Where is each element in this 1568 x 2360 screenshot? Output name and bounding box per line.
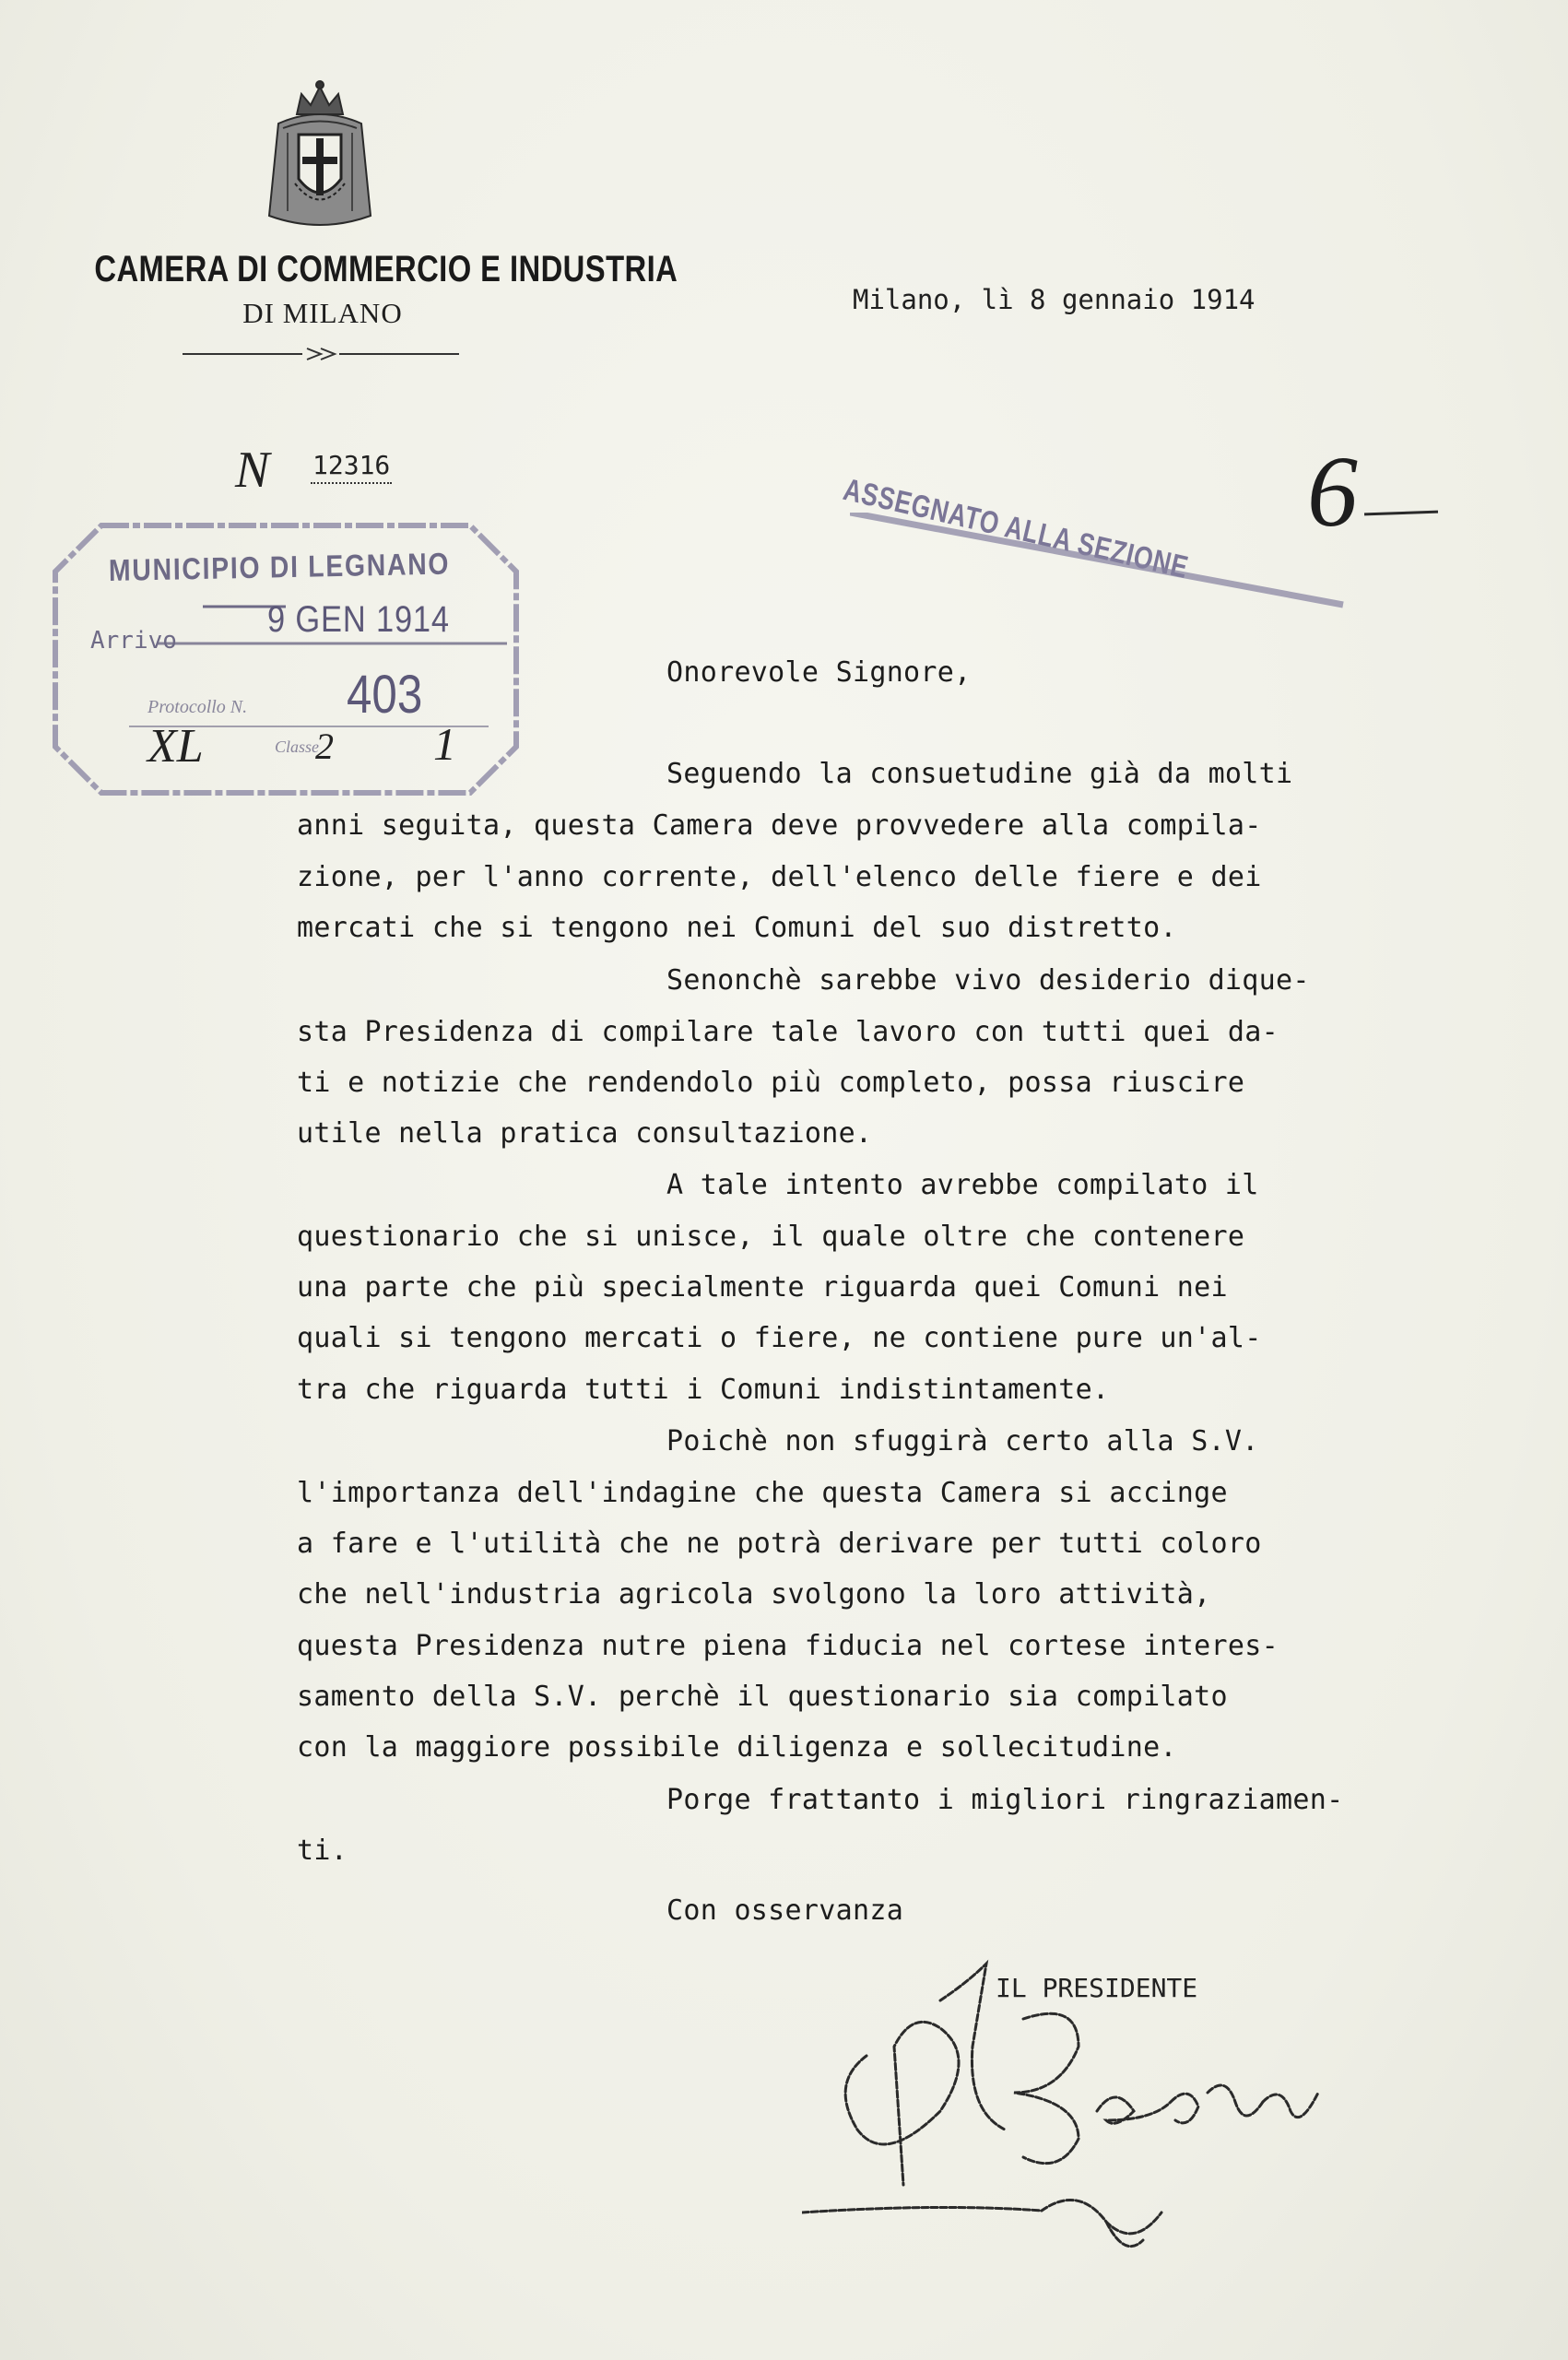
body-line: A tale intento avrebbe compilato il [666,1169,1259,1201]
salutation: Onorevole Signore, [666,656,972,689]
organization-city: DI MILANO [242,297,403,329]
body-line: l'importanza dell'indagine che questa Camera si accinge [297,1477,1228,1509]
handwritten-class-a: 2 [315,726,334,767]
body-line: Poichè non sfuggirà certo alla S.V. [666,1425,1259,1457]
municipio-stamp-protocollo-label: Protocollo N. [147,697,248,717]
handwritten-section-dash [1364,511,1438,516]
handwritten-section-number: 6 [1307,435,1358,548]
body-line: Porge frattanto i migliori ringraziamen- [666,1784,1344,1816]
sezione-stamp-underline [850,513,1348,614]
protocol-number: 12316 [311,450,392,484]
body-line: sta Presidenza di compilare tale lavoro con tutti quei da- [297,1016,1279,1048]
body-line: a fare e l'utilità che ne potrà derivare per tutti coloro [297,1528,1262,1560]
body-line: una parte che più specialmente riguarda quei Comuni nei [297,1271,1228,1304]
closing: Con osservanza [666,1894,904,1927]
sezione-stamp: ASSEGNATO ALLA SEZIONE [840,472,1192,586]
letter-date: Milano, lì 8 gennaio 1914 [853,284,1256,315]
body-line: anni seguita, questa Camera deve provvedere alla compila- [297,809,1262,842]
body-line: quali si tengono mercati o fiere, ne contiene pure un'al- [297,1322,1262,1354]
body-line: ti. [297,1835,348,1867]
organization-name: CAMERA DI COMMERCIO E INDUSTRIA [94,249,678,289]
savoy-crest-icon [260,77,380,234]
body-line: con la maggiore possibile diligenza e sollecitudine. [297,1731,1177,1764]
body-line: che nell'industria agricola svolgono la loro attività, [297,1578,1211,1611]
protocol-prefix: N [235,442,270,499]
handwritten-class-b: 1 [433,718,456,770]
handwritten-class: XL [147,720,204,773]
body-line: samento della S.V. perchè il questionario sia compilato [297,1681,1228,1713]
body-line: Seguendo la consuetudine già da molti [666,758,1293,790]
body-line: ti e notizie che rendendolo più completo, possa riuscire [297,1067,1245,1099]
signature-title: IL PRESIDENTE [996,1973,1198,2003]
body-line: questa Presidenza nutre piena fiducia nel cortese interes- [297,1630,1279,1662]
handwritten-signature [802,1945,1373,2249]
body-line: utile nella pratica consultazione. [297,1117,873,1150]
body-line: questionario che si unisce, il quale oltre che contenere [297,1221,1245,1253]
body-line: Senonchè sarebbe vivo desiderio dique- [666,964,1310,997]
municipio-stamp-title: MUNICIPIO DI LEGNANO [108,546,451,587]
body-line: tra che riguarda tutti i Comuni indistintamente. [297,1374,1110,1406]
ornamental-rule [183,343,459,365]
municipio-stamp-arrivo: Arrivo [90,627,177,655]
municipio-stamp-date: 9 GEN 1914 [267,599,450,640]
body-line: mercati che si tengono nei Comuni del suo distretto. [297,912,1177,944]
municipio-stamp-classe-label: Classe [275,738,320,756]
municipio-stamp-protocollo-number: 403 [347,665,423,725]
body-line: zione, per l'anno corrente, dell'elenco delle fiere e dei [297,861,1262,893]
